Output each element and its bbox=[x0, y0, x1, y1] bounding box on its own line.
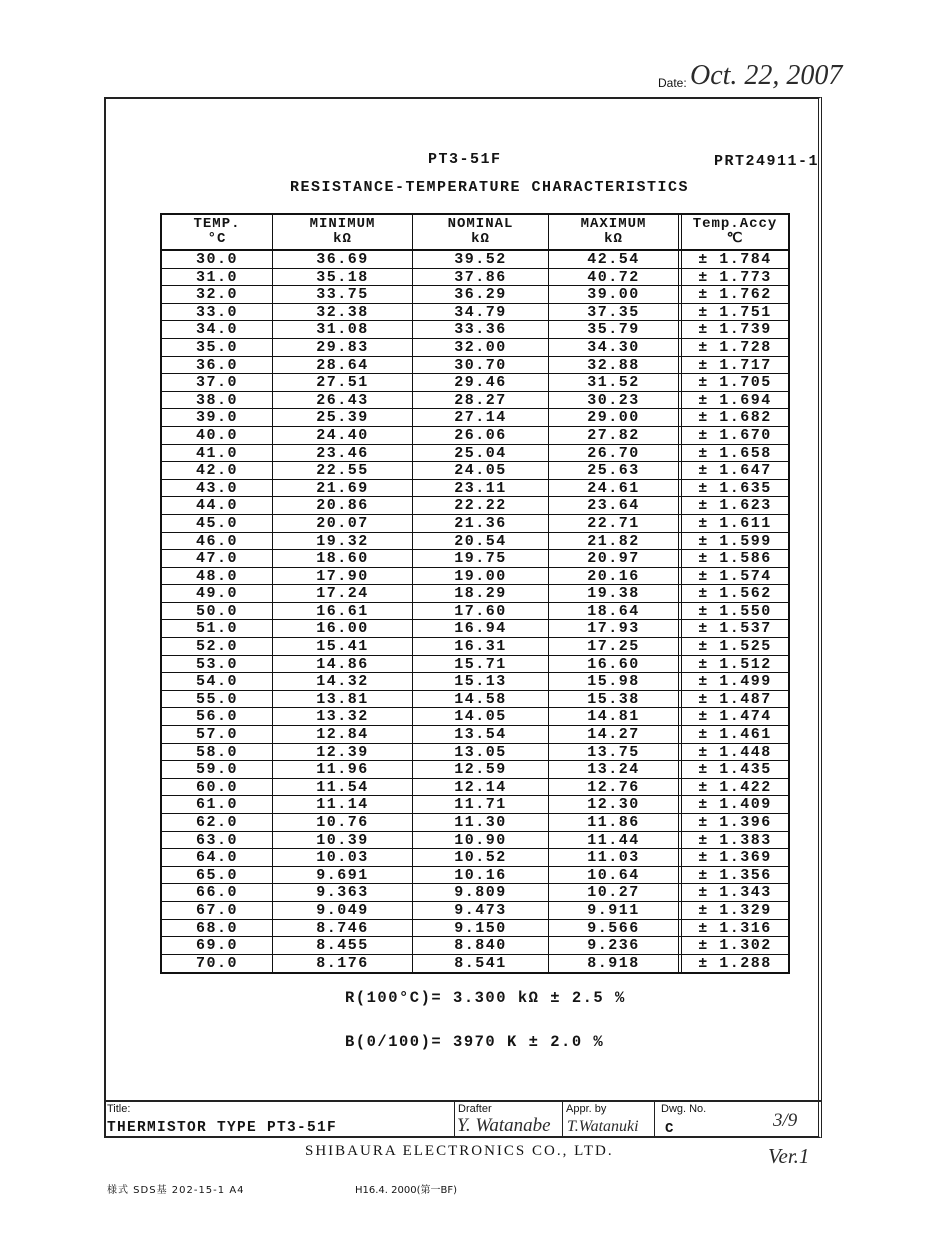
nominal-cell: 34.79 bbox=[413, 304, 549, 321]
temp-cell: 48.0 bbox=[162, 568, 273, 585]
drafter-signature: Y. Watanabe bbox=[457, 1115, 551, 1136]
column-header-unit: kΩ bbox=[333, 231, 352, 247]
accuracy-cell: ± 1.356 bbox=[698, 866, 772, 884]
minimum-cell: 35.18 bbox=[273, 269, 413, 286]
minimum-cell: 10.76 bbox=[273, 814, 413, 831]
temp-cell: 64.0 bbox=[162, 849, 273, 866]
minimum-cell: 8.746 bbox=[273, 920, 413, 937]
accuracy-cell: ± 1.682 bbox=[698, 409, 772, 426]
maximum-cell: 23.64 bbox=[549, 497, 682, 514]
nominal-cell: 28.27 bbox=[413, 392, 549, 409]
maximum-cell: 26.70 bbox=[549, 445, 682, 462]
nominal-cell: 19.00 bbox=[413, 568, 549, 585]
accuracy-cell: ± 1.623 bbox=[698, 497, 772, 514]
column-header-label: NOMINAL bbox=[447, 216, 514, 232]
table-header bbox=[162, 215, 788, 251]
temp-cell: 43.0 bbox=[162, 480, 273, 497]
maximum-cell: 16.60 bbox=[549, 656, 682, 673]
accuracy-cell: ± 1.316 bbox=[698, 919, 772, 937]
accuracy-cell: ± 1.574 bbox=[698, 567, 772, 585]
maximum-cell: 11.03 bbox=[549, 849, 682, 866]
maximum-cell: 25.63 bbox=[549, 462, 682, 479]
table-row bbox=[162, 744, 788, 762]
temp-cell: 54.0 bbox=[162, 673, 273, 690]
table-row bbox=[162, 392, 788, 410]
nominal-cell: 30.70 bbox=[413, 357, 549, 374]
table-row bbox=[162, 673, 788, 691]
temp-cell: 31.0 bbox=[162, 269, 273, 286]
minimum-cell: 24.40 bbox=[273, 427, 413, 444]
accuracy-cell: ± 1.525 bbox=[698, 638, 772, 655]
title-cell bbox=[104, 1102, 455, 1138]
resistance-temperature-table bbox=[160, 213, 790, 974]
maximum-cell: 10.27 bbox=[549, 884, 682, 901]
temp-cell: 60.0 bbox=[162, 779, 273, 796]
temp-cell: 52.0 bbox=[162, 638, 273, 655]
temp-cell: 46.0 bbox=[162, 533, 273, 550]
table-row bbox=[162, 779, 788, 797]
maximum-cell: 19.38 bbox=[549, 585, 682, 602]
minimum-cell: 23.46 bbox=[273, 445, 413, 462]
drawing-number-value: C bbox=[665, 1121, 674, 1137]
accuracy-cell: ± 1.329 bbox=[698, 901, 772, 919]
accuracy-cell: ± 1.658 bbox=[698, 444, 772, 462]
table-row bbox=[162, 269, 788, 287]
minimum-cell: 9.049 bbox=[273, 902, 413, 919]
nominal-cell: 13.05 bbox=[413, 744, 549, 761]
maximum-cell: 34.30 bbox=[549, 339, 682, 356]
minimum-cell: 8.176 bbox=[273, 955, 413, 973]
table-row bbox=[162, 515, 788, 533]
maximum-cell: 32.88 bbox=[549, 357, 682, 374]
table-row bbox=[162, 321, 788, 339]
minimum-cell: 11.96 bbox=[273, 761, 413, 778]
nominal-cell: 15.71 bbox=[413, 656, 549, 673]
accuracy-cell: ± 1.635 bbox=[698, 479, 772, 497]
minimum-cell: 36.69 bbox=[273, 251, 413, 268]
table-row bbox=[162, 849, 788, 867]
temp-cell: 68.0 bbox=[162, 920, 273, 937]
accuracy-cell: ± 1.647 bbox=[698, 462, 772, 479]
table-row bbox=[162, 497, 788, 515]
table-row bbox=[162, 286, 788, 304]
nominal-cell: 11.71 bbox=[413, 796, 549, 813]
temp-cell: 49.0 bbox=[162, 585, 273, 602]
column-header-label: TEMP. bbox=[193, 216, 241, 232]
maximum-cell: 35.79 bbox=[549, 321, 682, 338]
table-row bbox=[162, 585, 788, 603]
maximum-cell: 24.61 bbox=[549, 480, 682, 497]
accuracy-cell: ± 1.773 bbox=[698, 268, 772, 286]
column-header-temp-accuracy bbox=[682, 215, 788, 249]
approved-by-label: Appr. by bbox=[566, 1103, 607, 1115]
accuracy-cell: ± 1.409 bbox=[698, 796, 772, 813]
company-name: SHIBAURA ELECTRONICS CO., LTD. bbox=[305, 1143, 614, 1159]
temp-cell: 44.0 bbox=[162, 497, 273, 514]
title-label: Title: bbox=[107, 1103, 131, 1115]
nominal-cell: 25.04 bbox=[413, 445, 549, 462]
minimum-cell: 29.83 bbox=[273, 339, 413, 356]
temp-cell: 51.0 bbox=[162, 620, 273, 637]
table-body bbox=[162, 251, 788, 972]
minimum-cell: 26.43 bbox=[273, 392, 413, 409]
table-row bbox=[162, 656, 788, 674]
temp-cell: 30.0 bbox=[162, 251, 273, 268]
nominal-cell: 10.16 bbox=[413, 867, 549, 884]
minimum-cell: 15.41 bbox=[273, 638, 413, 655]
drafter-cell bbox=[455, 1102, 563, 1138]
table-row bbox=[162, 357, 788, 375]
maximum-cell: 14.27 bbox=[549, 726, 682, 743]
maximum-cell: 13.75 bbox=[549, 744, 682, 761]
minimum-cell: 12.39 bbox=[273, 744, 413, 761]
form-number: 様式 SDS基 202-15-1 A4 bbox=[107, 1185, 245, 1196]
nominal-cell: 24.05 bbox=[413, 462, 549, 479]
approval-cell bbox=[563, 1102, 655, 1138]
maximum-cell: 9.236 bbox=[549, 937, 682, 954]
temp-cell: 40.0 bbox=[162, 427, 273, 444]
nominal-cell: 18.29 bbox=[413, 585, 549, 602]
temp-cell: 53.0 bbox=[162, 656, 273, 673]
table-row bbox=[162, 691, 788, 709]
minimum-cell: 14.86 bbox=[273, 656, 413, 673]
date-label: Date: bbox=[658, 76, 687, 90]
nominal-cell: 29.46 bbox=[413, 374, 549, 391]
minimum-cell: 25.39 bbox=[273, 409, 413, 426]
temp-cell: 61.0 bbox=[162, 796, 273, 813]
maximum-cell: 8.918 bbox=[549, 955, 682, 973]
minimum-cell: 10.39 bbox=[273, 832, 413, 849]
nominal-cell: 8.840 bbox=[413, 937, 549, 954]
temp-cell: 42.0 bbox=[162, 462, 273, 479]
drafter-label: Drafter bbox=[458, 1103, 492, 1115]
table-row bbox=[162, 884, 788, 902]
temp-cell: 62.0 bbox=[162, 814, 273, 831]
accuracy-cell: ± 1.435 bbox=[698, 761, 772, 778]
minimum-cell: 21.69 bbox=[273, 480, 413, 497]
table-row bbox=[162, 867, 788, 885]
nominal-cell: 17.60 bbox=[413, 603, 549, 620]
minimum-cell: 10.03 bbox=[273, 849, 413, 866]
maximum-cell: 37.35 bbox=[549, 304, 682, 321]
nominal-cell: 13.54 bbox=[413, 726, 549, 743]
maximum-cell: 20.16 bbox=[549, 568, 682, 585]
nominal-cell: 12.59 bbox=[413, 761, 549, 778]
drawing-number-label: Dwg. No. bbox=[661, 1103, 707, 1115]
column-header-unit: kΩ bbox=[471, 231, 490, 247]
nominal-cell: 26.06 bbox=[413, 427, 549, 444]
accuracy-cell: ± 1.343 bbox=[698, 884, 772, 901]
table-row bbox=[162, 832, 788, 850]
maximum-cell: 18.64 bbox=[549, 603, 682, 620]
temp-cell: 39.0 bbox=[162, 409, 273, 426]
nominal-cell: 16.94 bbox=[413, 620, 549, 637]
maximum-cell: 15.98 bbox=[549, 673, 682, 690]
minimum-cell: 16.61 bbox=[273, 603, 413, 620]
column-header-minimum bbox=[273, 215, 413, 249]
temp-cell: 50.0 bbox=[162, 603, 273, 620]
table-row bbox=[162, 638, 788, 656]
nominal-cell: 36.29 bbox=[413, 286, 549, 303]
minimum-cell: 17.24 bbox=[273, 585, 413, 602]
accuracy-cell: ± 1.705 bbox=[698, 374, 772, 391]
minimum-cell: 31.08 bbox=[273, 321, 413, 338]
sheet-title: RESISTANCE-TEMPERATURE CHARACTERISTICS bbox=[290, 179, 690, 196]
minimum-cell: 14.32 bbox=[273, 673, 413, 690]
table-row bbox=[162, 902, 788, 920]
maximum-cell: 11.44 bbox=[549, 832, 682, 849]
minimum-cell: 33.75 bbox=[273, 286, 413, 303]
table-row bbox=[162, 726, 788, 744]
column-header-nominal bbox=[413, 215, 549, 249]
nominal-cell: 9.150 bbox=[413, 920, 549, 937]
title-block bbox=[104, 1100, 822, 1138]
minimum-cell: 13.81 bbox=[273, 691, 413, 708]
minimum-cell: 19.32 bbox=[273, 533, 413, 550]
maximum-cell: 40.72 bbox=[549, 269, 682, 286]
accuracy-cell: ± 1.694 bbox=[698, 391, 772, 409]
minimum-cell: 9.363 bbox=[273, 884, 413, 901]
table-row bbox=[162, 796, 788, 814]
table-row bbox=[162, 550, 788, 568]
maximum-cell: 11.86 bbox=[549, 814, 682, 831]
maximum-cell: 22.71 bbox=[549, 515, 682, 532]
temp-cell: 67.0 bbox=[162, 902, 273, 919]
accuracy-cell: ± 1.562 bbox=[698, 585, 772, 602]
maximum-cell: 14.81 bbox=[549, 708, 682, 725]
version-note: Ver.1 bbox=[768, 1144, 810, 1168]
maximum-cell: 9.566 bbox=[549, 920, 682, 937]
accuracy-cell: ± 1.396 bbox=[698, 814, 772, 831]
column-header-unit: ℃ bbox=[726, 231, 744, 247]
nominal-cell: 10.52 bbox=[413, 849, 549, 866]
table-row bbox=[162, 427, 788, 445]
minimum-cell: 32.38 bbox=[273, 304, 413, 321]
column-header-label: Temp.Accy bbox=[692, 216, 778, 232]
accuracy-cell: ± 1.599 bbox=[698, 532, 772, 550]
nominal-cell: 32.00 bbox=[413, 339, 549, 356]
b-value-spec: B(0/100)= 3970 K ± 2.0 % bbox=[345, 1033, 605, 1051]
accuracy-cell: ± 1.762 bbox=[698, 286, 772, 303]
maximum-cell: 21.82 bbox=[549, 533, 682, 550]
column-header-label: MINIMUM bbox=[309, 216, 376, 232]
temp-cell: 33.0 bbox=[162, 304, 273, 321]
table-row bbox=[162, 814, 788, 832]
nominal-cell: 14.05 bbox=[413, 708, 549, 725]
maximum-cell: 12.76 bbox=[549, 779, 682, 796]
accuracy-cell: ± 1.461 bbox=[698, 726, 772, 743]
maximum-cell: 20.97 bbox=[549, 550, 682, 567]
minimum-cell: 13.32 bbox=[273, 708, 413, 725]
nominal-cell: 37.86 bbox=[413, 269, 549, 286]
part-number: PT3-51F bbox=[428, 151, 502, 168]
minimum-cell: 12.84 bbox=[273, 726, 413, 743]
accuracy-cell: ± 1.422 bbox=[698, 778, 772, 796]
table-row bbox=[162, 533, 788, 551]
minimum-cell: 8.455 bbox=[273, 937, 413, 954]
maximum-cell: 12.30 bbox=[549, 796, 682, 813]
accuracy-cell: ± 1.537 bbox=[698, 620, 772, 638]
handwritten-date: Oct. 22, 2007 bbox=[690, 60, 843, 91]
maximum-cell: 42.54 bbox=[549, 251, 682, 268]
table-row bbox=[162, 568, 788, 586]
sheet-number: 3/9 bbox=[773, 1110, 798, 1131]
temp-cell: 65.0 bbox=[162, 867, 273, 884]
nominal-cell: 10.90 bbox=[413, 832, 549, 849]
accuracy-cell: ± 1.550 bbox=[698, 602, 772, 620]
approver-signature: T.Watanuki bbox=[567, 1118, 639, 1135]
temp-cell: 34.0 bbox=[162, 321, 273, 338]
maximum-cell: 27.82 bbox=[549, 427, 682, 444]
drawing-number-cell bbox=[655, 1102, 818, 1138]
nominal-cell: 39.52 bbox=[413, 251, 549, 268]
table-row bbox=[162, 761, 788, 779]
temp-cell: 63.0 bbox=[162, 832, 273, 849]
table-row bbox=[162, 603, 788, 621]
minimum-cell: 17.90 bbox=[273, 568, 413, 585]
document-number: PRT24911-1 bbox=[714, 153, 820, 170]
table-row bbox=[162, 920, 788, 938]
nominal-cell: 12.14 bbox=[413, 779, 549, 796]
accuracy-cell: ± 1.728 bbox=[698, 338, 772, 356]
table-row bbox=[162, 374, 788, 392]
nominal-cell: 27.14 bbox=[413, 409, 549, 426]
minimum-cell: 22.55 bbox=[273, 462, 413, 479]
accuracy-cell: ± 1.487 bbox=[698, 690, 772, 708]
temp-cell: 66.0 bbox=[162, 884, 273, 901]
maximum-cell: 17.93 bbox=[549, 620, 682, 637]
nominal-cell: 8.541 bbox=[413, 955, 549, 973]
table-row bbox=[162, 339, 788, 357]
nominal-cell: 15.13 bbox=[413, 673, 549, 690]
accuracy-cell: ± 1.302 bbox=[698, 937, 772, 954]
form-revision: H16.4. 2000(第一BF) bbox=[355, 1185, 458, 1196]
maximum-cell: 39.00 bbox=[549, 286, 682, 303]
accuracy-cell: ± 1.369 bbox=[698, 849, 772, 866]
minimum-cell: 11.54 bbox=[273, 779, 413, 796]
accuracy-cell: ± 1.474 bbox=[698, 708, 772, 726]
maximum-cell: 9.911 bbox=[549, 902, 682, 919]
accuracy-cell: ± 1.717 bbox=[698, 356, 772, 374]
accuracy-cell: ± 1.739 bbox=[698, 321, 772, 338]
nominal-cell: 23.11 bbox=[413, 480, 549, 497]
temp-cell: 55.0 bbox=[162, 691, 273, 708]
temp-cell: 57.0 bbox=[162, 726, 273, 743]
column-header-temp bbox=[162, 215, 273, 249]
maximum-cell: 10.64 bbox=[549, 867, 682, 884]
nominal-cell: 19.75 bbox=[413, 550, 549, 567]
maximum-cell: 15.38 bbox=[549, 691, 682, 708]
temp-cell: 45.0 bbox=[162, 515, 273, 532]
temp-cell: 58.0 bbox=[162, 744, 273, 761]
table-row bbox=[162, 708, 788, 726]
temp-cell: 70.0 bbox=[162, 955, 273, 973]
accuracy-cell: ± 1.751 bbox=[698, 303, 772, 321]
accuracy-cell: ± 1.611 bbox=[698, 514, 772, 532]
temp-cell: 69.0 bbox=[162, 937, 273, 954]
table-row bbox=[162, 480, 788, 498]
accuracy-cell: ± 1.512 bbox=[698, 655, 772, 673]
r100-spec: R(100°C)= 3.300 kΩ ± 2.5 % bbox=[345, 989, 626, 1007]
temp-cell: 35.0 bbox=[162, 339, 273, 356]
table-row bbox=[162, 462, 788, 480]
minimum-cell: 16.00 bbox=[273, 620, 413, 637]
column-header-label: MAXIMUM bbox=[580, 216, 647, 232]
maximum-cell: 29.00 bbox=[549, 409, 682, 426]
column-header-unit: kΩ bbox=[604, 231, 623, 247]
temp-cell: 59.0 bbox=[162, 761, 273, 778]
minimum-cell: 27.51 bbox=[273, 374, 413, 391]
nominal-cell: 20.54 bbox=[413, 533, 549, 550]
nominal-cell: 16.31 bbox=[413, 638, 549, 655]
accuracy-cell: ± 1.499 bbox=[698, 673, 772, 690]
title-value: THERMISTOR TYPE PT3-51F bbox=[107, 1120, 338, 1136]
accuracy-cell: ± 1.784 bbox=[698, 251, 772, 268]
nominal-cell: 11.30 bbox=[413, 814, 549, 831]
nominal-cell: 9.809 bbox=[413, 884, 549, 901]
nominal-cell: 14.58 bbox=[413, 691, 549, 708]
accuracy-cell: ± 1.383 bbox=[698, 831, 772, 849]
nominal-cell: 33.36 bbox=[413, 321, 549, 338]
minimum-cell: 18.60 bbox=[273, 550, 413, 567]
maximum-cell: 30.23 bbox=[549, 392, 682, 409]
nominal-cell: 21.36 bbox=[413, 515, 549, 532]
minimum-cell: 20.86 bbox=[273, 497, 413, 514]
temp-cell: 38.0 bbox=[162, 392, 273, 409]
minimum-cell: 20.07 bbox=[273, 515, 413, 532]
table-row bbox=[162, 937, 788, 955]
maximum-cell: 31.52 bbox=[549, 374, 682, 391]
nominal-cell: 22.22 bbox=[413, 497, 549, 514]
maximum-cell: 17.25 bbox=[549, 638, 682, 655]
column-header-unit: °C bbox=[207, 231, 227, 247]
minimum-cell: 11.14 bbox=[273, 796, 413, 813]
table-row bbox=[162, 409, 788, 427]
accuracy-cell: ± 1.670 bbox=[698, 426, 772, 444]
temp-cell: 36.0 bbox=[162, 357, 273, 374]
table-row bbox=[162, 304, 788, 322]
table-row bbox=[162, 955, 788, 973]
temp-cell: 56.0 bbox=[162, 708, 273, 725]
temp-cell: 47.0 bbox=[162, 550, 273, 567]
accuracy-cell: ± 1.448 bbox=[698, 743, 772, 761]
table-row bbox=[162, 445, 788, 463]
temp-cell: 32.0 bbox=[162, 286, 273, 303]
temp-cell: 41.0 bbox=[162, 445, 273, 462]
maximum-cell: 13.24 bbox=[549, 761, 682, 778]
table-row bbox=[162, 251, 788, 269]
nominal-cell: 9.473 bbox=[413, 902, 549, 919]
accuracy-cell: ± 1.288 bbox=[698, 954, 772, 972]
table-row bbox=[162, 620, 788, 638]
minimum-cell: 9.691 bbox=[273, 867, 413, 884]
accuracy-cell: ± 1.586 bbox=[698, 550, 772, 567]
minimum-cell: 28.64 bbox=[273, 357, 413, 374]
column-header-maximum bbox=[549, 215, 682, 249]
temp-cell: 37.0 bbox=[162, 374, 273, 391]
